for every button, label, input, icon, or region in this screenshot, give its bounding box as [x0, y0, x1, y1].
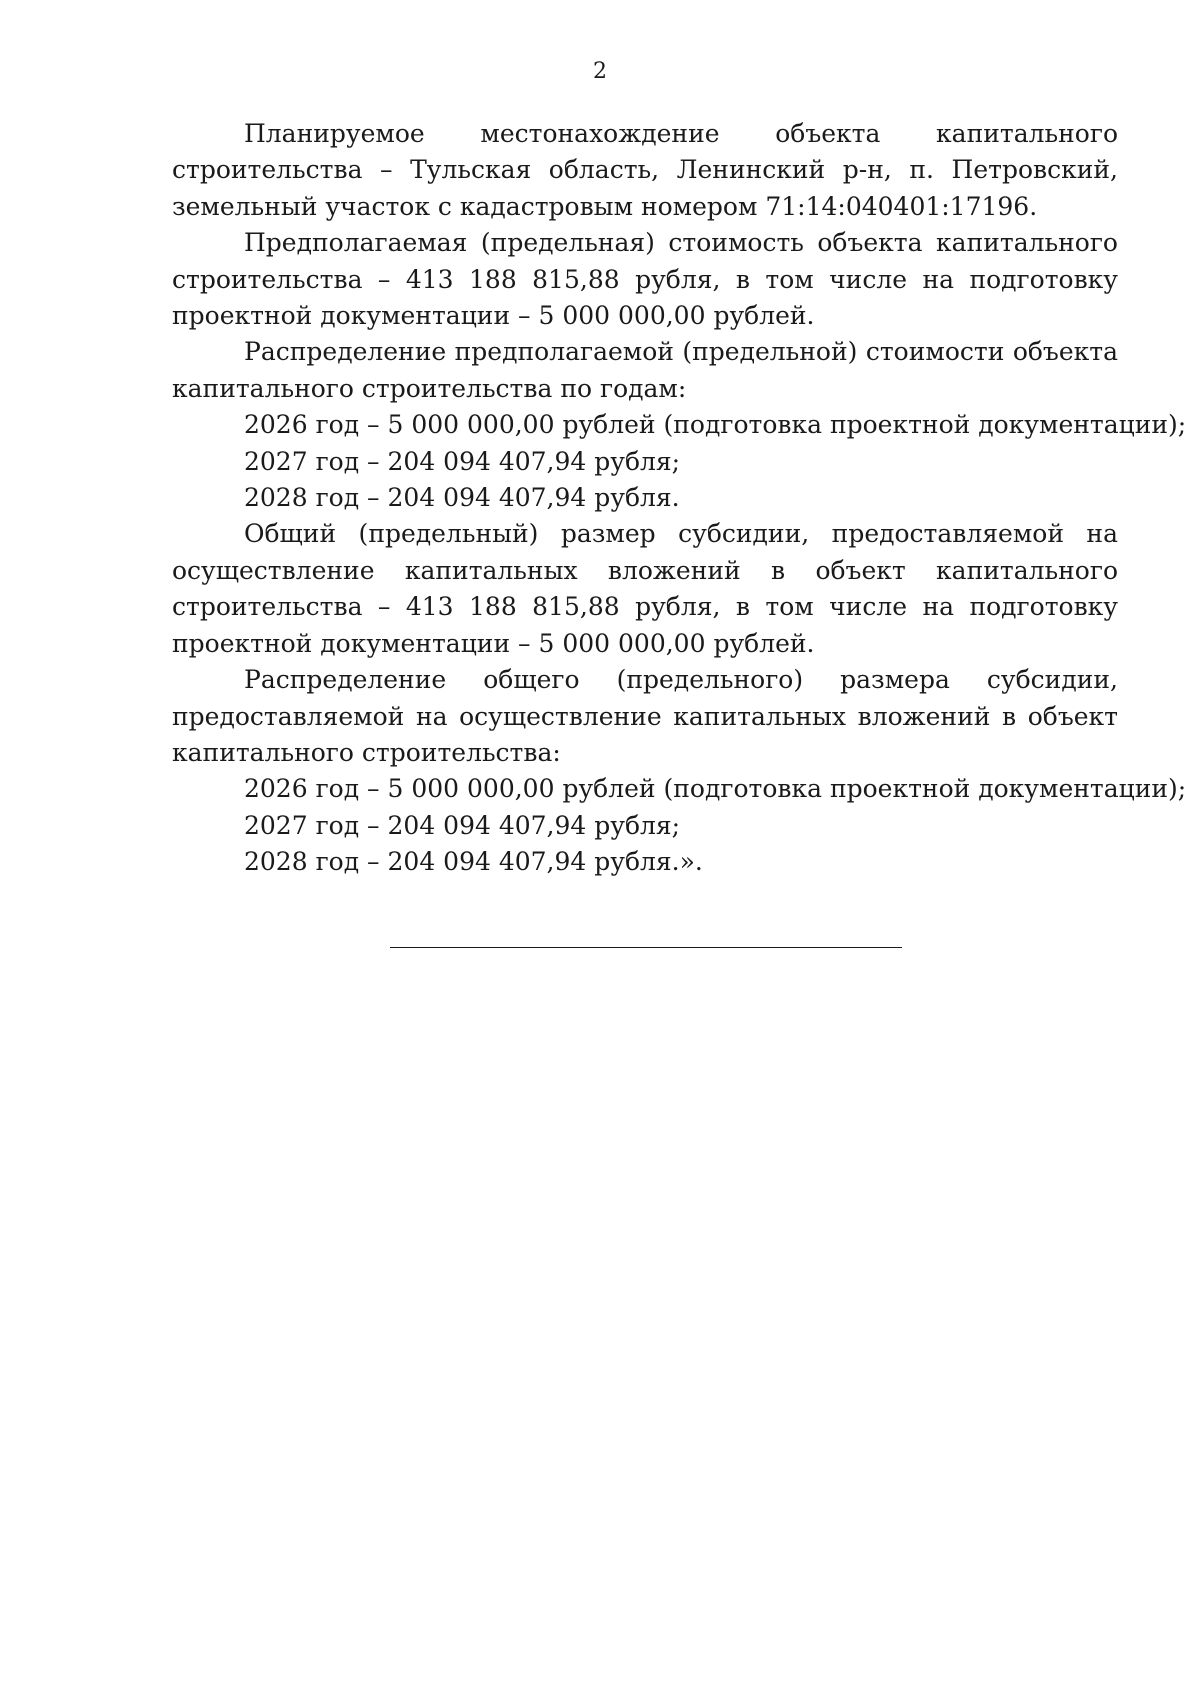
cost-year-line: 2028 год – 204 094 407,94 рубля. — [244, 483, 680, 513]
subsidy-distribution-paragraph: Распределение общего (предельного) размера субсидии, предоставляемой на осуществление капитальных вложений в объект капитального строительства: — [172, 665, 1118, 767]
cost-paragraph: Предполагаемая (предельная) стоимость объекта капитального строительства – 413 188 815,88 рубля, в том числе на подготовку проектной документации – 5 000 000,00 рублей. — [172, 228, 1118, 331]
closing-separator-line — [390, 947, 902, 948]
location-paragraph: Планируемое местонахождение объекта капитального строительства – Тульская область, Ленинский р-н, п. Петровский, земельный участок с кадастровым номером 71:14:040401:17196. — [172, 119, 1118, 221]
cost-year-line: 2027 год – 204 094 407,94 рубля; — [244, 446, 681, 476]
subsidy-year-line: 2026 год – 5 000 000,00 рублей (подготовка проектной документации); — [244, 774, 1187, 804]
document-body — [172, 116, 1187, 881]
cost-year-line: 2026 год – 5 000 000,00 рублей (подготовка проектной документации); — [244, 410, 1187, 440]
subsidy-paragraph: Общий (предельный) размер субсидии, предоставляемой на осуществление капитальных вложений в объект капитального строительства – 413 188 815,88 рубля, в том числе на подготовку проектной документации – 5 000 000,00 рублей. — [172, 519, 1118, 658]
subsidy-year-line: 2027 год – 204 094 407,94 рубля; — [244, 810, 681, 840]
subsidy-year-line: 2028 год – 204 094 407,94 рубля.». — [244, 847, 703, 877]
page-number: 2 — [593, 59, 607, 84]
cost-distribution-paragraph: Распределение предполагаемой (предельной) стоимости объекта капитального строительства по годам: — [172, 337, 1118, 403]
